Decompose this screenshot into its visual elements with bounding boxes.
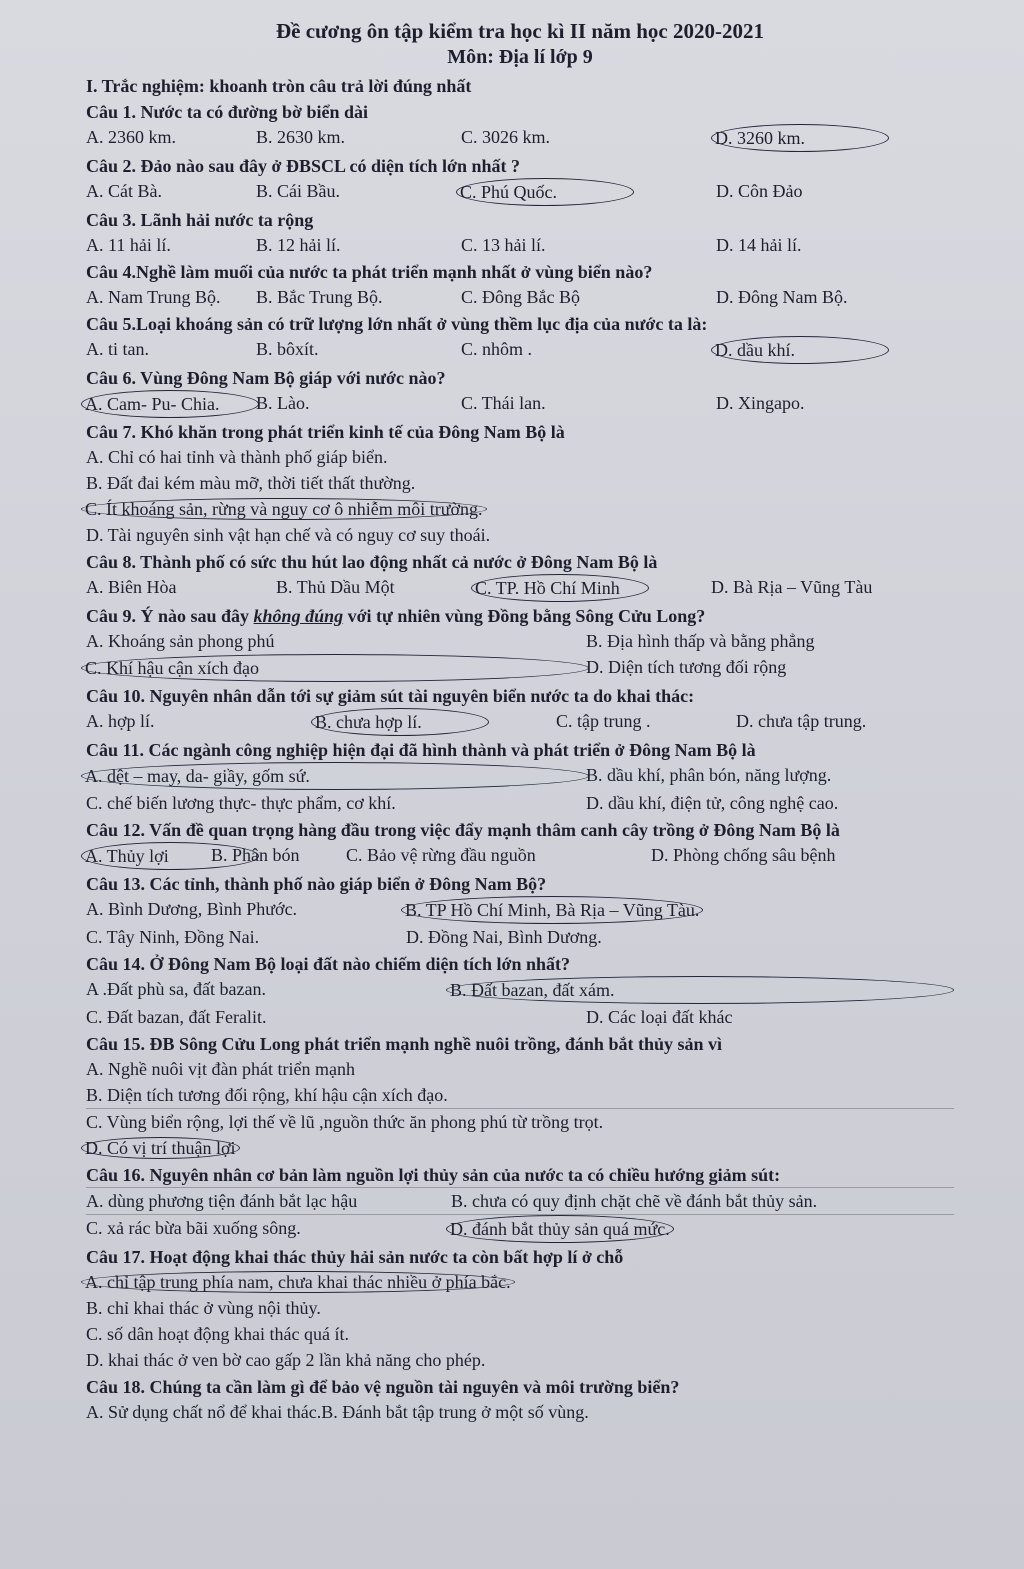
options-13-row-1: [86, 896, 954, 924]
answer-circle-8: C. TP. Hồ Chí Minh: [471, 574, 649, 602]
option-6c: C. Thái lan.: [461, 393, 546, 413]
question-15: Câu 15. ĐB Sông Cửu Long phát triển mạnh nghề nuôi trồng, đánh bắt thủy sản vì: [86, 1034, 722, 1054]
option-9b: B. Địa hình thấp và bằng phẳng: [586, 631, 815, 651]
options-14-row-1: [86, 976, 954, 1004]
option-4c: C. Đông Bắc Bộ: [461, 287, 580, 307]
option-2d: D. Côn Đảo: [716, 181, 803, 201]
answer-circle-12: A. Thủy lợi: [81, 842, 259, 870]
option-8c: [476, 574, 711, 602]
option-15b: B. Diện tích tương đối rộng, khí hậu cận xích đạo.: [86, 1082, 954, 1109]
question-10: Câu 10. Nguyên nhân dẫn tới sự giảm sút tài nguyên biển nước ta do khai thác:: [86, 686, 695, 706]
options-12: [86, 842, 954, 870]
option-12c: C. Bảo vệ rừng đầu nguồn: [346, 845, 536, 865]
question-12: Câu 12. Vấn đề quan trọng hàng đầu trong việc đẩy mạnh thâm canh cây trồng ở Đông Nam Bộ là: [86, 820, 840, 840]
options-1: [86, 124, 954, 152]
option-7a: A. Chỉ có hai tỉnh và thành phố giáp biển.: [86, 447, 388, 467]
answer-circle-6: A. Cam- Pu- Chia.: [81, 390, 259, 418]
answer-circle-7: C. Ít khoáng sản, rừng và nguy cơ ô nhiễm môi trường.: [81, 498, 487, 520]
question-6: Câu 6. Vùng Đông Nam Bộ giáp với nước nào?: [86, 368, 446, 388]
option-7b: B. Đất đai kém màu mỡ, thời tiết thất thường.: [86, 473, 416, 493]
options-16-row-1: [86, 1188, 954, 1215]
option-1a: A. 2360 km.: [86, 127, 176, 147]
options-5: [86, 336, 954, 364]
option-10c: C. tập trung .: [556, 711, 651, 731]
option-4d: D. Đông Nam Bộ.: [716, 287, 848, 307]
question-5: Câu 5.Loại khoáng sản có trữ lượng lớn nhất ở vùng thềm lục địa của nước ta là:: [86, 314, 708, 334]
option-4b: B. Bắc Trung Bộ.: [256, 287, 383, 307]
answer-circle-14: B. Đất bazan, đất xám.: [446, 976, 954, 1004]
doc-title: Đề cương ôn tập kiểm tra học kì II năm học 2020-2021: [276, 19, 764, 43]
option-3a: A. 11 hải lí.: [86, 235, 171, 255]
option-3c: C. 13 hải lí.: [461, 235, 546, 255]
option-2c: [461, 178, 716, 206]
option-3d: D. 14 hải lí.: [716, 235, 802, 255]
option-1c: C. 3026 km.: [461, 127, 551, 147]
question-9-negation: không đúng: [253, 606, 344, 626]
option-12b: B. Phân bón: [211, 845, 300, 865]
answer-circle-15: D. Có vị trí thuận lợi: [81, 1137, 240, 1159]
doc-subtitle: Môn: Địa lí lớp 9: [447, 46, 593, 68]
options-2: [86, 178, 954, 206]
option-16c: C. xả rác bừa bãi xuống sông.: [86, 1218, 301, 1238]
option-2a: A. Cát Bà.: [86, 181, 162, 201]
option-5c: C. nhôm .: [461, 339, 533, 359]
options-6: [86, 390, 954, 418]
question-9: [86, 604, 954, 628]
answer-circle-11: A. dệt – may, da- giầy, gốm sứ.: [81, 762, 589, 790]
answer-circle-17: A. chỉ tập trung phía nam, chưa khai thác nhiều ở phía bắc.: [81, 1271, 515, 1293]
options-4: [86, 284, 954, 310]
option-16b: B. chưa có quy định chặt chẽ về đánh bắt thủy sản.: [451, 1191, 818, 1211]
option-11b: B. dầu khí, phân bón, năng lượng.: [586, 765, 832, 785]
option-14b: [451, 976, 954, 1004]
option-2b: B. Cái Bầu.: [256, 181, 340, 201]
option-17a: [86, 1269, 954, 1295]
question-14: Câu 14. Ở Đông Nam Bộ loại đất nào chiếm diện tích lớn nhất?: [86, 954, 571, 974]
options-9-row-2: [86, 654, 954, 682]
options-11-row-1: [86, 762, 954, 790]
option-1b: B. 2630 km.: [256, 127, 346, 147]
section-heading: I. Trắc nghiệm: khoanh tròn câu trả lời đúng nhất: [86, 76, 472, 96]
option-7c: [86, 496, 954, 522]
options-10: [86, 708, 954, 736]
option-4a: A. Nam Trung Bộ.: [86, 287, 221, 307]
option-12a: [86, 842, 211, 870]
option-8a: A. Biên Hòa: [86, 577, 177, 597]
option-5b: B. bôxít.: [256, 339, 319, 359]
option-6d: D. Xingapo.: [716, 393, 805, 413]
answer-circle-1: D. 3260 km.: [711, 124, 889, 152]
question-9-part-1: Câu 9. Ý nào sau đây: [86, 606, 254, 626]
option-5a: A. ti tan.: [86, 339, 149, 359]
option-16a: A. dùng phương tiện đánh bắt lạc hậu: [86, 1191, 358, 1211]
option-14d: D. Các loại đất khác: [586, 1007, 733, 1027]
option-18a: A. Sử dụng chất nổ để khai thác.B. Đánh bắt tập trung ở một số vùng.: [86, 1402, 589, 1422]
option-10a: A. hợp lí.: [86, 711, 155, 731]
answer-circle-10: B. chưa hợp lí.: [311, 708, 489, 736]
option-9c: [86, 654, 586, 682]
question-18: Câu 18. Chúng ta cần làm gì để bảo vệ nguồn tài nguyên và môi trường biển?: [86, 1377, 680, 1397]
option-17c: C. số dân hoạt động khai thác quá ít.: [86, 1324, 349, 1344]
option-13c: C. Tây Ninh, Đồng Nai.: [86, 927, 260, 947]
option-13a: A. Bình Dương, Bình Phước.: [86, 899, 298, 919]
option-8d: D. Bà Rịa – Vũng Tàu: [711, 577, 873, 597]
option-1d: [716, 124, 889, 152]
option-15c: C. Vùng biển rộng, lợi thế về lũ ,nguồn thức ăn phong phú từ trồng trọt.: [86, 1112, 604, 1132]
option-10b: [316, 708, 556, 736]
answer-circle-2: C. Phú Quốc.: [456, 178, 634, 206]
question-8: Câu 8. Thành phố có sức thu hút lao động nhất cả nước ở Đông Nam Bộ là: [86, 552, 658, 572]
option-9d: D. Diện tích tương đối rộng: [586, 657, 787, 677]
question-1: Câu 1. Nước ta có đường bờ biển dài: [86, 102, 369, 122]
option-15a: A. Nghề nuôi vịt đàn phát triển mạnh: [86, 1059, 355, 1079]
options-9-row-1: [86, 628, 954, 654]
option-3b: B. 12 hải lí.: [256, 235, 341, 255]
option-11c: C. chế biến lương thực- thực phẩm, cơ khí.: [86, 793, 396, 813]
options-16-row-2: [86, 1215, 954, 1243]
option-13b: [406, 896, 703, 924]
option-14c: C. Đất bazan, đất Feralit.: [86, 1007, 267, 1027]
options-14-row-2: [86, 1004, 954, 1030]
answer-circle-9: C. Khí hậu cận xích đạo: [81, 654, 589, 682]
question-16: Câu 16. Nguyên nhân cơ bản làm nguồn lợi thủy sản của nước ta có chiều hướng giảm sút:: [86, 1163, 954, 1188]
options-3: [86, 232, 954, 258]
options-8: [86, 574, 954, 602]
option-17d: D. khai thác ở ven bờ cao gấp 2 lần khả năng cho phép.: [86, 1350, 486, 1370]
question-9-part-2: với tự nhiên vùng Đồng bằng Sông Cửu Long?: [343, 606, 706, 626]
question-4: Câu 4.Nghề làm muối của nước ta phát triển mạnh nhất ở vùng biển nào?: [86, 262, 653, 282]
question-3: Câu 3. Lãnh hải nước ta rộng: [86, 210, 314, 230]
option-15d: [86, 1135, 954, 1161]
answer-circle-5: D. dầu khí.: [711, 336, 889, 364]
option-5d: [716, 336, 889, 364]
question-11: Câu 11. Các ngành công nghiệp hiện đại đã hình thành và phát triển ở Đông Nam Bộ là: [86, 740, 756, 760]
question-7: Câu 7. Khó khăn trong phát triển kinh tế của Đông Nam Bộ là: [86, 422, 565, 442]
answer-circle-13: B. TP Hồ Chí Minh, Bà Rịa – Vũng Tàu.: [401, 896, 703, 924]
option-17b: B. chỉ khai thác ở vùng nội thủy.: [86, 1298, 321, 1318]
option-12d: D. Phòng chống sâu bệnh: [651, 845, 836, 865]
option-10d: D. chưa tập trung.: [736, 711, 867, 731]
option-13d: D. Đồng Nai, Bình Dương.: [406, 927, 602, 947]
option-16d: [451, 1215, 674, 1243]
option-6b: B. Lào.: [256, 393, 310, 413]
question-17: Câu 17. Hoạt động khai thác thủy hải sản nước ta còn bất hợp lí ở chỗ: [86, 1247, 624, 1267]
answer-circle-16: D. đánh bắt thủy sản quá mức.: [446, 1215, 674, 1243]
options-11-row-2: [86, 790, 954, 816]
option-11a: [86, 762, 586, 790]
option-11d: D. dầu khí, điện tử, công nghệ cao.: [586, 793, 839, 813]
option-14a: A .Đất phù sa, đất bazan.: [86, 979, 266, 999]
option-7d: D. Tài nguyên sinh vật hạn chế và có nguy cơ suy thoái.: [86, 525, 491, 545]
option-8b: B. Thủ Dầu Một: [276, 577, 395, 597]
question-2: Câu 2. Đảo nào sau đây ở ĐBSCL có diện tích lớn nhất ?: [86, 156, 521, 176]
options-13-row-2: [86, 924, 954, 950]
question-13: Câu 13. Các tỉnh, thành phố nào giáp biển ở Đông Nam Bộ?: [86, 874, 547, 894]
option-6a: [86, 390, 256, 418]
option-9a: A. Khoáng sản phong phú: [86, 631, 275, 651]
